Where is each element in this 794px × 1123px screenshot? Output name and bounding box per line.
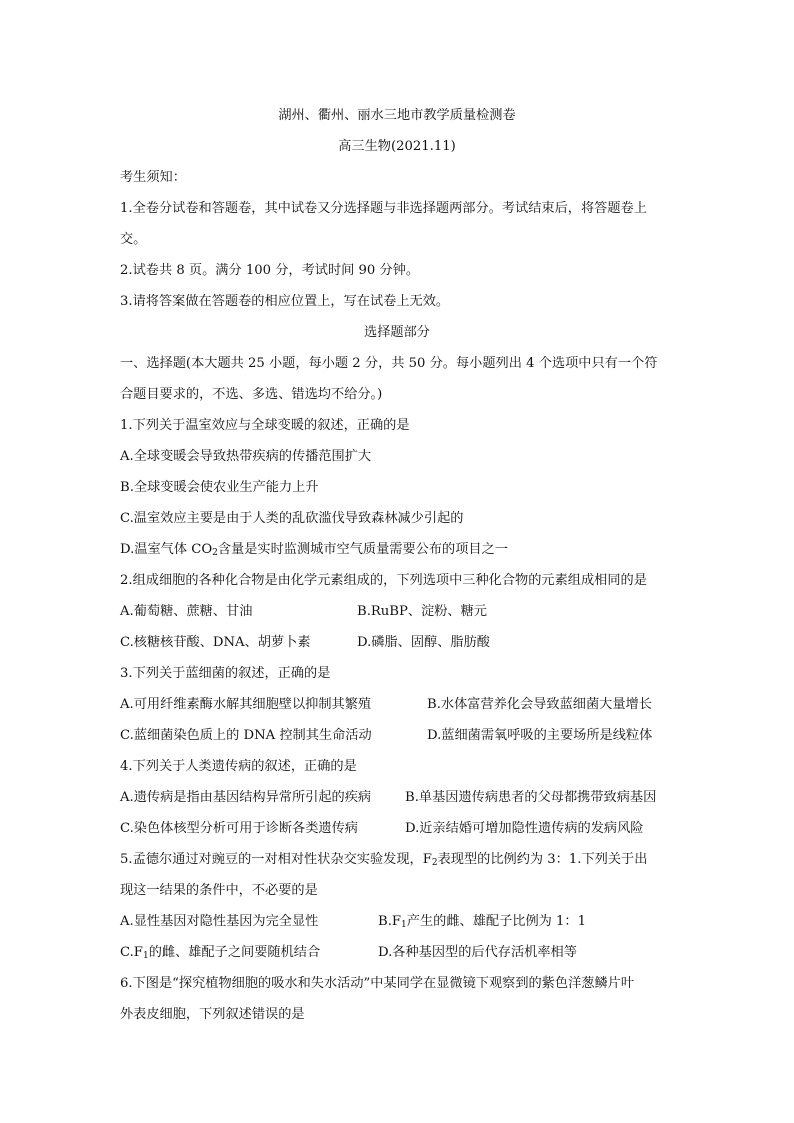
q5-option-d: D.各种基因型的后代存活机率相等 <box>378 945 577 960</box>
section-intro: 一、选择题(本大题共 25 小题，每小题 2 分，共 50 分。每小题列出 4 个选项中只有一个符 <box>120 356 658 371</box>
notice-heading: 考生须知： <box>120 170 186 185</box>
exam-title: 湖州、衢州、丽水三地市教学质量检测卷 <box>278 108 516 123</box>
q3-option-c: C.蓝细菌染色质上的 DNA 控制其生命活动 <box>120 728 372 743</box>
q2-option-b: B.RuBP、淀粉、糖元 <box>357 604 487 619</box>
q1-option-c: C.温室效应主要是由于人类的乱砍滥伐导致森林减少引起的 <box>120 511 464 526</box>
q2-stem: 2.组成细胞的各种化合物是由化学元素组成的，下列选项中三种化合物的元素组成相同的是 <box>120 573 647 588</box>
q4-option-d: D.近亲结婚可增加隐性遗传病的发病风险 <box>405 821 644 836</box>
q5-stem-cont: 现这一结果的条件中，不必要的是 <box>120 883 318 898</box>
q1-option-b: B.全球变暖会使农业生产能力上升 <box>120 480 319 495</box>
q3-option-b: B.水体富营养化会导致蓝细菌大量增长 <box>427 697 652 712</box>
notice-item-2: 2.试卷共 8 页。满分 100 分，考试时间 90 分钟。 <box>120 263 420 278</box>
q2-option-a: A.葡萄糖、蔗糖、甘油 <box>120 604 253 619</box>
q1-option-a: A.全球变暖会导致热带疾病的传播范围扩大 <box>120 449 372 464</box>
q4-option-b: B.单基因遗传病患者的父母都携带致病基因 <box>405 790 657 805</box>
exam-subtitle: 高三生物(2021.11) <box>338 139 456 154</box>
q4-stem: 4.下列关于人类遗传病的叙述，正确的是 <box>120 759 357 774</box>
notice-item-1: 1.全卷分试卷和答题卷，其中试卷又分选择题与非选择题两部分。考试结束后，将答题卷上 <box>120 201 647 216</box>
q3-stem: 3.下列关于蓝细菌的叙述，正确的是 <box>120 666 331 681</box>
q4-option-a: A.遗传病是指由基因结构异常所引起的疾病 <box>120 790 372 805</box>
q1-stem: 1.下列关于温室效应与全球变暖的叙述，正确的是 <box>120 418 410 433</box>
q3-option-a: A.可用纤维素酶水解其细胞壁以抑制其繁殖 <box>120 697 372 712</box>
q5-stem: 5.孟德尔通过对豌豆的一对相对性状杂交实验发现，$F_2$表现型的比例约为 3：1.下列关于出 <box>120 852 648 868</box>
q5-option-b: $B.F_1$产生的雌、雄配子比例为 1：1 <box>378 914 587 930</box>
q5-option-a: A.显性基因对隐性基因为完全显性 <box>120 914 319 929</box>
q2-option-d: D.磷脂、固醇、脂肪酸 <box>357 635 490 650</box>
notice-item-1-cont: 交。 <box>120 232 147 247</box>
section-title: 选择题部分 <box>364 325 430 340</box>
q6-stem-cont: 外表皮细胞，下列叙述错误的是 <box>120 1007 305 1022</box>
q2-option-c: C.核糖核苷酸、DNA、胡萝卜素 <box>120 635 311 650</box>
q1-option-d: D.温室气体 $CO_2$含量是实时监测城市空气质量需要公布的项目之一 <box>120 542 508 558</box>
q5-option-c: $C.F_1$的雌、雄配子之间要随机结合 <box>120 945 321 961</box>
q6-stem: 6.下图是“探究植物细胞的吸水和失水活动”中某同学在显微镜下观察到的紫色洋葱鳞片叶 <box>120 976 634 991</box>
q3-option-d: D.蓝细菌需氧呼吸的主要场所是线粒体 <box>427 728 653 743</box>
q4-option-c: C.染色体核型分析可用于诊断各类遗传病 <box>120 821 358 836</box>
section-intro-cont: 合题目要求的，不选、多选、错选均不给分。) <box>120 387 383 402</box>
notice-item-3: 3.请将答案做在答题卷的相应位置上，写在试卷上无效。 <box>120 294 450 309</box>
